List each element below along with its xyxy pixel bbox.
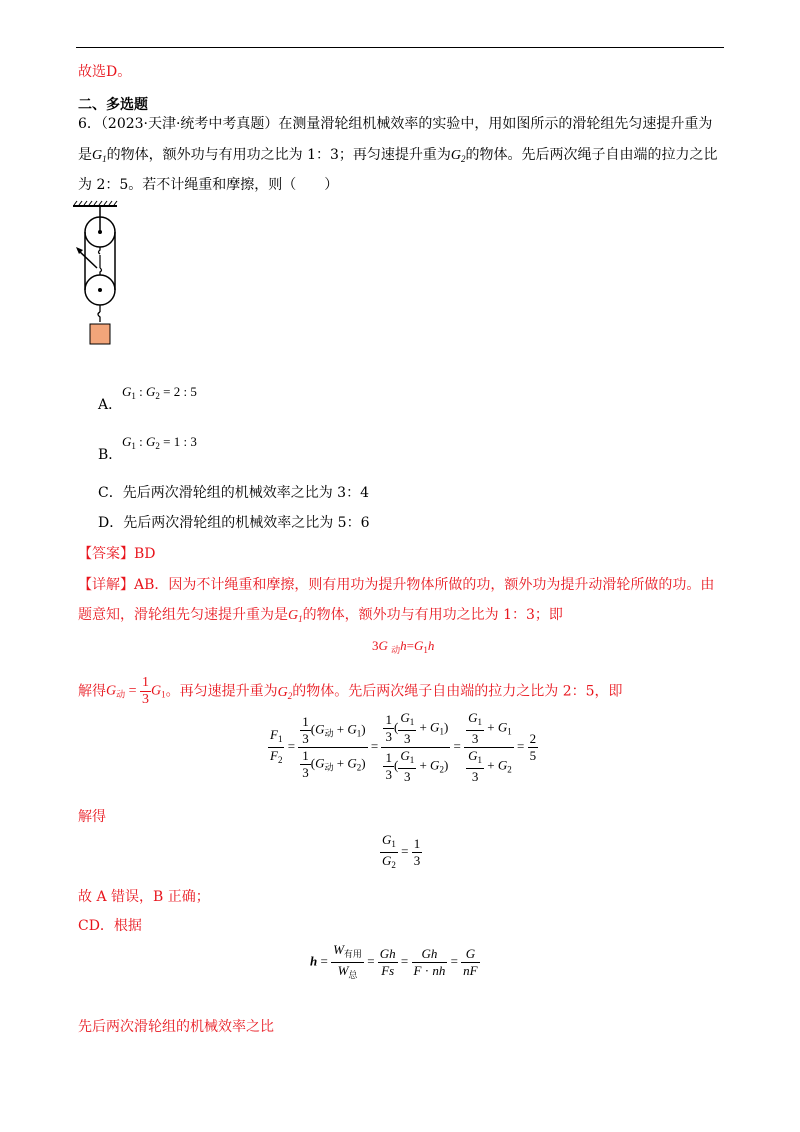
detail-line-1: 【详解】AB．因为不计绳重和摩擦，则有用功为提升物体所做的功，额外功为提升动滑轮所做的功。由 (78, 577, 715, 593)
conclusion-ab: 故 A 错误，B 正确； (78, 889, 210, 905)
efficiency-equation: h = $\frac{W_{有用}}{W_总}$ = $\frac{Gh}{Fs}$ = $\frac{Gh}{F \cdot nh}$ = $\frac{G}{nF}$ (310, 942, 478, 980)
equation-1: 3G $_动h=G_1h$ (372, 638, 435, 655)
block-hook (98, 312, 100, 322)
rope-free-end (78, 250, 97, 268)
detail-line-2: 题意知，滑轮组先匀速提升重为是$G_1$的物体，额外功与有用功之比为 1：3；即 (78, 607, 563, 624)
question-line-3: 为 2：5。若不计绳重和摩擦，则（ ） (78, 177, 339, 193)
movable-pulley-hook (100, 268, 102, 275)
efficiency-ratio-label: 先后两次滑轮组的机械效率之比 (78, 1019, 274, 1035)
answer-line: 【答案】BD (78, 546, 156, 562)
solve-label: 解得 (78, 809, 106, 825)
section-title: 二、多选题 (78, 97, 148, 113)
force-ratio-equation: $\frac{F_1}{F_2}$ = $\frac{1}{3}$ $(G_动 + G_1)$ $\frac{1}{3}$ $(G_动 + G_2)$ = $\frac{1}{3}$ ( $\frac{G_1}{3}$ + $G_1$) $\frac{1}{3}$ ( $\frac{G_1}{3}$ + $G_2$) = $\frac{G_1}{3}$ + $G_1$ $\frac{G_1}{3}$ + $G_2$ = $\frac{2}{5}$ (270, 710, 537, 784)
pulley-diagram (70, 200, 130, 350)
option-d: D．先后两次滑轮组的机械效率之比为 5：6 (98, 515, 370, 531)
option-b-label: B． (98, 447, 123, 463)
header-rule (76, 47, 724, 48)
option-c: C．先后两次滑轮组的机械效率之比为 3：4 (98, 485, 369, 501)
previous-answer: 故选D。 (78, 64, 132, 80)
option-a-label: A． (98, 397, 123, 413)
question-line-1: 6．（2023·天津·统考中考真题）在测量滑轮组机械效率的实验中，用如图所示的滑轮组先匀速提升重为 (78, 116, 713, 132)
fixed-pulley-hook (99, 247, 101, 254)
ceiling-hatch (74, 201, 117, 205)
cd-intro: CD．根据 (78, 918, 142, 934)
question-line-2: 是$G_1$的物体，额外功与有用功之比为 1：3；再匀速提升重为$G_2$的物体。先后两次绳子自由端的拉力之比 (78, 147, 718, 164)
weight-block (90, 324, 110, 344)
detail-line-3: 解得$G_动$ = $\frac{1}{3}$ $G_1$。再匀速提升重为$G_2$的物体。先后两次绳子自由端的拉力之比为 2：5，即 (78, 675, 623, 707)
option-a-formula: $G_1$ : $G_2 = 2$ : 5 (122, 384, 197, 401)
option-b-formula: $G_1$ : $G_2 = 1$ : 3 (122, 434, 197, 451)
g-ratio-result: $\frac{G_1}{G_2}$ = $\frac{1}{3}$ (382, 832, 421, 870)
